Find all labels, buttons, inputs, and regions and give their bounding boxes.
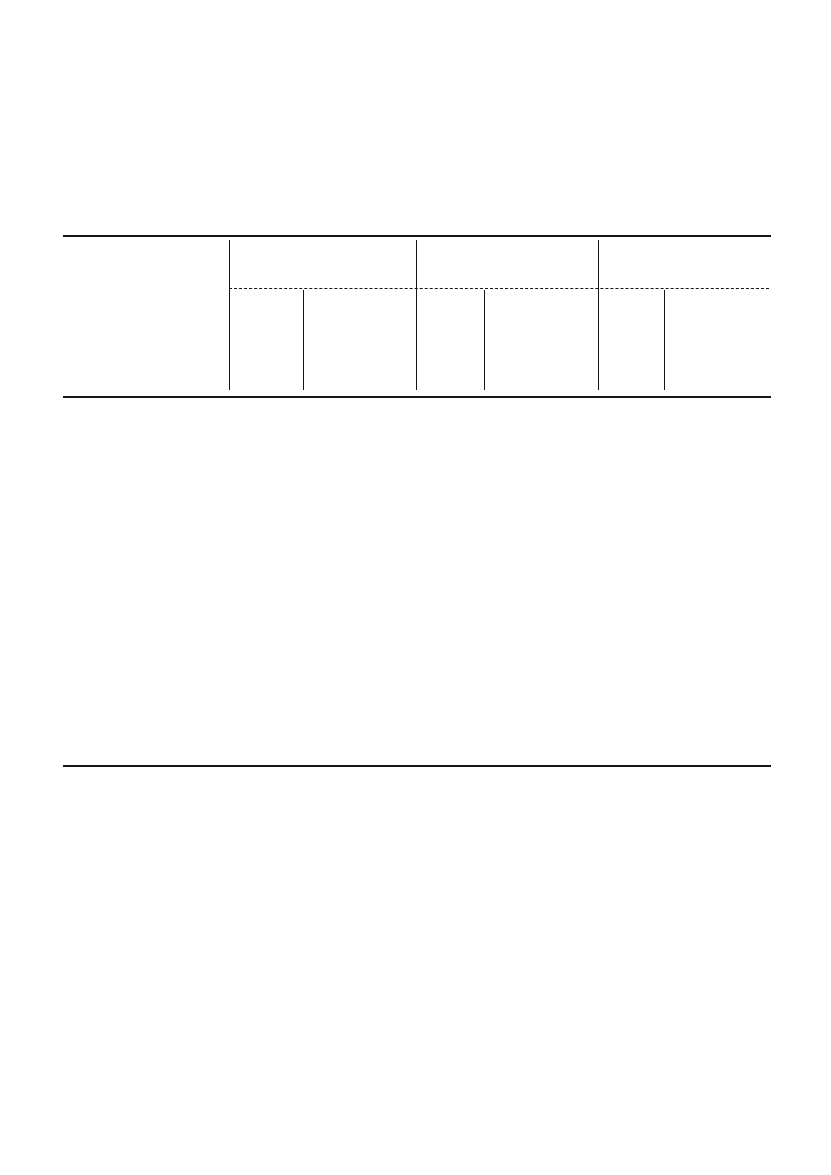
col-divider-5: [598, 240, 600, 390]
table-top-rule: [63, 235, 771, 237]
col-divider-6: [664, 290, 666, 390]
col-divider-1: [229, 240, 231, 390]
col-divider-4: [484, 290, 486, 390]
header-group-rule: [229, 288, 769, 290]
table-header-rule: [63, 396, 771, 398]
col-divider-3: [416, 240, 418, 390]
table-bottom-rule: [63, 765, 771, 767]
col-divider-2: [303, 290, 305, 390]
